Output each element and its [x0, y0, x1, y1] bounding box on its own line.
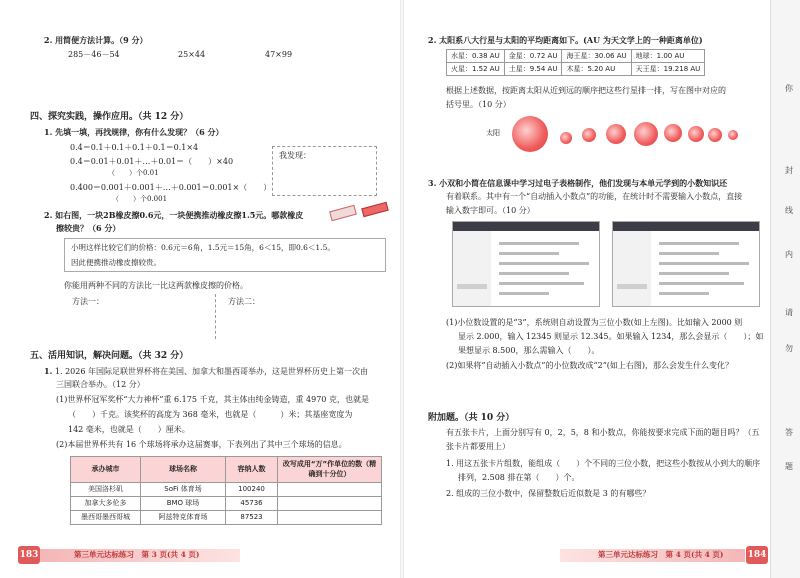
planet-cell: 水星：0.38 AU	[447, 50, 505, 63]
table-row	[71, 511, 382, 525]
book-spine	[400, 0, 404, 578]
sidebar-char: 线	[785, 206, 793, 215]
table-cell: BMO 球场	[141, 497, 226, 511]
planet-dot	[728, 130, 738, 140]
sidebar-char: 封	[785, 166, 793, 175]
extra-line-1: 有五张卡片，上面分别写有 0，2，5，8 和小数点，你能按要求完成下面的题目吗？（五	[446, 428, 760, 437]
eq-3-sub: （ ）个0.001	[112, 195, 168, 203]
method-1-label: 方法一：	[72, 297, 104, 306]
r-q3-sub1-l3: 果想显示 8.500，那么需输入（ ）。	[458, 346, 600, 355]
sub1-line3: 142 毫米，也就是（ ）厘米。	[68, 425, 190, 434]
discover-label: 我发现：	[279, 151, 311, 160]
sidebar-char: 题	[785, 462, 793, 471]
calc-item-2: 25×44	[178, 50, 206, 59]
sidebar-char: 请	[785, 308, 793, 317]
planet-table	[446, 49, 705, 76]
sidebar-char: 勿	[785, 344, 793, 353]
left-page-number: 183	[18, 546, 40, 564]
planet-dot	[708, 128, 722, 142]
table-cell: 墨西哥墨西哥城	[71, 511, 141, 525]
planet-dot	[664, 124, 682, 142]
r-q2-text-2: 括号里。（10 分）	[446, 100, 511, 109]
sidebar-char: 内	[785, 250, 793, 259]
q2-title: 2. 用简便方法计算。（9 分）	[44, 35, 148, 45]
ask-text: 你能用两种不同的方法比一比这两款橡皮擦的价格。	[64, 281, 248, 290]
example-line-2: 因此便携推动橡皮擦较贵。	[71, 258, 161, 267]
extra-q1-l2: 排列，2.508 排在第（ ）个。	[458, 473, 580, 482]
table-header-row	[71, 457, 382, 483]
r-q2-text-1: 根据上述数据，按距离太阳从近到远的顺序把这些行星排一排，写在图中对应的	[446, 86, 726, 95]
planet-cell: 木星：5.20 AU	[562, 63, 631, 76]
table-header: 改写成用“万”作单位的数（精确到十分位）	[278, 457, 382, 483]
planet-row	[447, 50, 705, 63]
example-box	[64, 238, 386, 272]
planet-cell: 天王星：19.218 AU	[631, 63, 705, 76]
eraser-2b-image	[329, 205, 357, 221]
method-2-label: 方法二：	[228, 297, 260, 306]
table-cell: 美国洛杉矶	[71, 483, 141, 497]
extra-line-2: 张卡片都要用上）	[446, 442, 510, 451]
extra-q2: 2. 组成的三位小数中，保留整数后近似数是 3 的有哪些？	[446, 489, 651, 498]
eq-1: 0.4＝0.1＋0.1＋0.1＋0.1＝0.1×4	[70, 143, 199, 152]
sec4-q2-title: 2. 如右图，一块2B橡皮擦0.6元，一块便携推动橡皮擦1.5元。哪款橡皮	[44, 210, 304, 220]
planet-cell: 金星：0.72 AU	[504, 50, 562, 63]
planet-row	[447, 63, 705, 76]
r-q2-title: 2. 太阳系八大行星与太阳的平均距离如下。(AU 为天文学上的一种距离单位)	[428, 35, 703, 45]
planet-cell: 海王星：30.06 AU	[562, 50, 631, 63]
planet-dot	[688, 126, 704, 142]
table-cell: 87523	[226, 511, 278, 525]
table-row	[71, 483, 382, 497]
method-divider	[215, 294, 216, 339]
planet-dot	[634, 122, 658, 146]
eq-2: 0.4＝0.01＋0.01＋…＋0.01＝（ ）×40	[70, 157, 234, 166]
sec4-q1-title: 1. 先填一填，再找规律，你有什么发现？（6 分）	[44, 127, 224, 137]
planet-cell: 土星：9.54 AU	[504, 63, 562, 76]
table-answer-cell[interactable]	[278, 511, 382, 525]
section5-heading: 五、活用知识，解决问题。（共 32 分）	[30, 351, 189, 361]
planet-dot	[582, 128, 596, 142]
table-header: 承办城市	[71, 457, 141, 483]
sec4-q2-title-2: 擦较贵？（6 分）	[56, 223, 121, 233]
planet-cell: 火星：1.52 AU	[447, 63, 505, 76]
r-q3-line1: 3. 小双和小简在信息课中学习过电子表格制作，他们发现与本单元学到的小数知识还	[428, 178, 728, 188]
r-q3-sub1-l2: 显示 2.000，输入 12345 则显示 12.345。如果输入 1234，那么会显示（ ）；如	[458, 332, 764, 341]
table-header: 容纳人数	[226, 457, 278, 483]
table-answer-cell[interactable]	[278, 483, 382, 497]
right-page-number: 184	[746, 546, 768, 564]
right-footer-text: 第三单元达标练习 第 4 页(共 4 页)	[598, 550, 724, 559]
table-cell: SoFi 体育场	[141, 483, 226, 497]
left-footer-text: 第三单元达标练习 第 3 页(共 4 页)	[74, 550, 200, 559]
stadium-table	[70, 456, 382, 525]
r-q3-line2: 有着联系。其中有一个“自动插入小数点”的功能，在统计时不需要输入小数点，直接	[446, 192, 743, 201]
excel-dialog-right-image	[612, 221, 760, 307]
table-cell: 阿兹特克体育场	[141, 511, 226, 525]
table-cell: 100240	[226, 483, 278, 497]
extra-heading: 附加题。（共 10 分）	[428, 413, 515, 423]
r-q3-sub2: (2)如果将“自动插入小数点”的小位数改成“2”(如上右图)，那么会发生什么变化？	[446, 361, 734, 370]
excel-dialog-left-image	[452, 221, 600, 307]
calc-item-3: 47×99	[265, 50, 293, 59]
table-header: 球场名称	[141, 457, 226, 483]
r-q3-sub1-l1: (1)小位数设置的是“3”，系统则自动设置为三位小数(如上左图)。比如输入 2000 则	[446, 318, 743, 327]
table-answer-cell[interactable]	[278, 497, 382, 511]
eq-3: 0.400＝0.001＋0.001＋…＋0.001＝0.001×（ ）	[70, 183, 272, 192]
planet-dot	[560, 132, 572, 144]
sec5-q1-line1: 1. 1. 2026 年国际足联世界杯将在美国、加拿大和墨西哥举办，这是世界杯历史上第一次由	[44, 366, 368, 376]
planet-cell: 地球：1.00 AU	[631, 50, 705, 63]
sec5-q1-line2: 三国联合举办。（12 分）	[56, 380, 145, 389]
table-cell: 加拿大多伦多	[71, 497, 141, 511]
eq-2-sub: （ ）个0.01	[108, 169, 159, 177]
sidebar-char: 答	[785, 428, 793, 437]
example-line-1: 小明这样比较它们的价格：0.6元＝6角，1.5元＝15角，6＜15，即0.6＜1.5。	[71, 243, 335, 252]
sidebar-char: 你	[785, 84, 793, 93]
extra-q1-l1: 1. 用这五张卡片组数，能组成（ ）个不同的三位小数，把这些小数按从小到大的顺序	[446, 459, 761, 468]
planet-dot	[606, 124, 626, 144]
sub1-line1: (1)世界杯冠军奖杯“大力神杯”重 6.175 千克，其主体由纯金铸造，重 4970 克，也就是	[56, 395, 369, 404]
calc-item-1: 285－46－54	[68, 50, 120, 59]
sub2-line: (2)本届世界杯共有 16 个球场将承办这届赛事，下表列出了其中三个球场的信息。	[56, 440, 347, 449]
r-q3-line3: 输入数字即可。（10 分）	[446, 206, 535, 215]
sec5-q1-text: 1. 2026 年国际足联世界杯将在美国、加拿大和墨西哥举办，这是世界杯历史上第一次由	[54, 367, 368, 376]
sun-label: 太阳	[486, 129, 500, 137]
table-row	[71, 497, 382, 511]
discover-box[interactable]	[272, 146, 377, 196]
section4-heading: 四、探究实践，操作应用。（共 12 分）	[30, 112, 189, 122]
sub1-line2: （ ）千克。该奖杯的高度为 368 毫米，也就是（ ）米；其基座宽度为	[68, 410, 353, 419]
table-cell: 45736	[226, 497, 278, 511]
sun-image	[512, 116, 548, 152]
eraser-push-image	[361, 202, 388, 217]
